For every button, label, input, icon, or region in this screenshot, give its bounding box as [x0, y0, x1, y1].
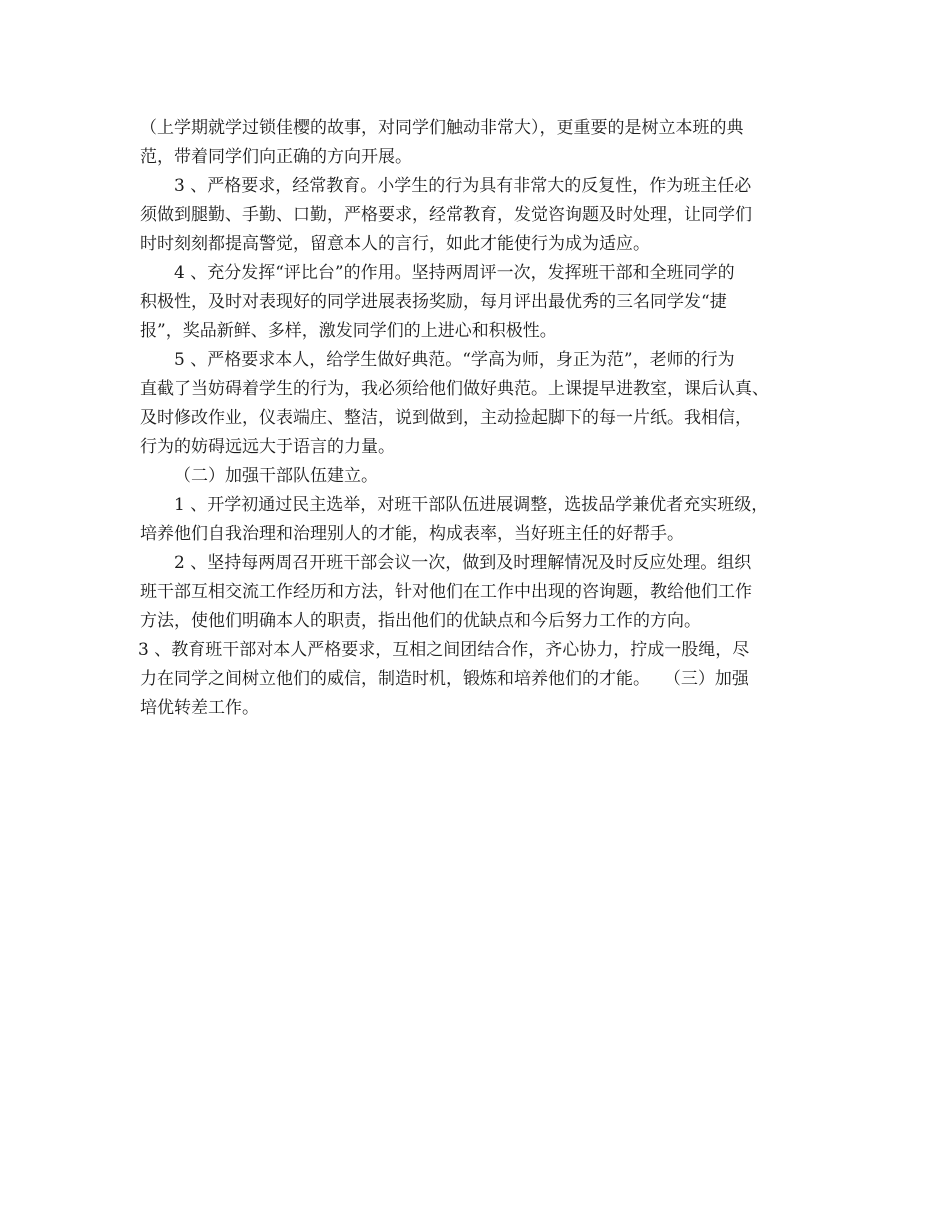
- paragraph-5-start: 5 、严格要求本人，给学生做好典范。“学高为师，身正为范”，老师的行为: [174, 350, 735, 370]
- paragraph-3-start: 3 、严格要求，经常教育。小学生的行为具有非常大的反复性，作为班主任必: [174, 176, 752, 196]
- text-line: 直截了当妨碍着学生的行为，我必须给他们做好典范。上课提早进教室，课后认真、: [140, 379, 769, 399]
- text-line: 范，带着同学们向正确的方向开展。: [140, 147, 412, 167]
- text-line: 班干部互相交流工作经历和方法，针对他们在工作中出现的咨询题，教给他们工作: [140, 582, 752, 602]
- paragraph-s2-2-start: 2 、坚持每两周召开班干部会议一次，做到及时理解情况及时反应处理。组织: [174, 553, 752, 573]
- document-body: [140, 114, 830, 723]
- text-line: 及时修改作业，仪表端庄、整洁，说到做到，主动捡起脚下的每一片纸。我相信，: [140, 408, 752, 428]
- section-heading-2: （二）加强干部队伍建立。: [174, 466, 378, 486]
- text-line: 积极性，及时对表现好的同学进展表扬奖励，每月评出最优秀的三名同学发“捷: [140, 292, 727, 312]
- text-line: 报”，奖品新鲜、多样，激发同学们的上进心和积极性。: [140, 321, 557, 341]
- text-line: 行为的妨碍远远大于语言的力量。: [140, 437, 395, 457]
- text-line: 方法，使他们明确本人的职责，指出他们的优缺点和今后努力工作的方向。: [140, 611, 701, 631]
- paragraph-s2-3-start: 3 、教育班干部对本人严格要求，互相之间团结合作，齐心协力，拧成一股绳，尽: [138, 640, 750, 660]
- text-line: 培优转差工作。: [140, 698, 259, 718]
- text-line: 时时刻刻都提高警觉，留意本人的言行，如此才能使行为成为适应。: [140, 234, 650, 254]
- text-line: （上学期就学过锁佳樱的故事，对同学们触动非常大），更重要的是树立本班的典: [140, 118, 744, 138]
- paragraph-4-start: 4 、充分发挥“评比台”的作用。坚持两周评一次，发挥班干部和全班同学的: [174, 263, 735, 283]
- text-line: 须做到腿勤、手勤、口勤，严格要求，经常教育，发觉咨询题及时处理，让同学们: [140, 205, 752, 225]
- text-line: 培养他们自我治理和治理别人的才能，构成表率，当好班主任的好帮手。: [140, 524, 684, 544]
- paragraph-s2-1-start: 1 、开学初通过民主选举，对班干部队伍进展调整，选拔品学兼优者充实班级，: [174, 495, 769, 515]
- text-line: 力在同学之间树立他们的威信，制造时机，锻炼和培养他们的才能。 （三）加强: [140, 669, 749, 689]
